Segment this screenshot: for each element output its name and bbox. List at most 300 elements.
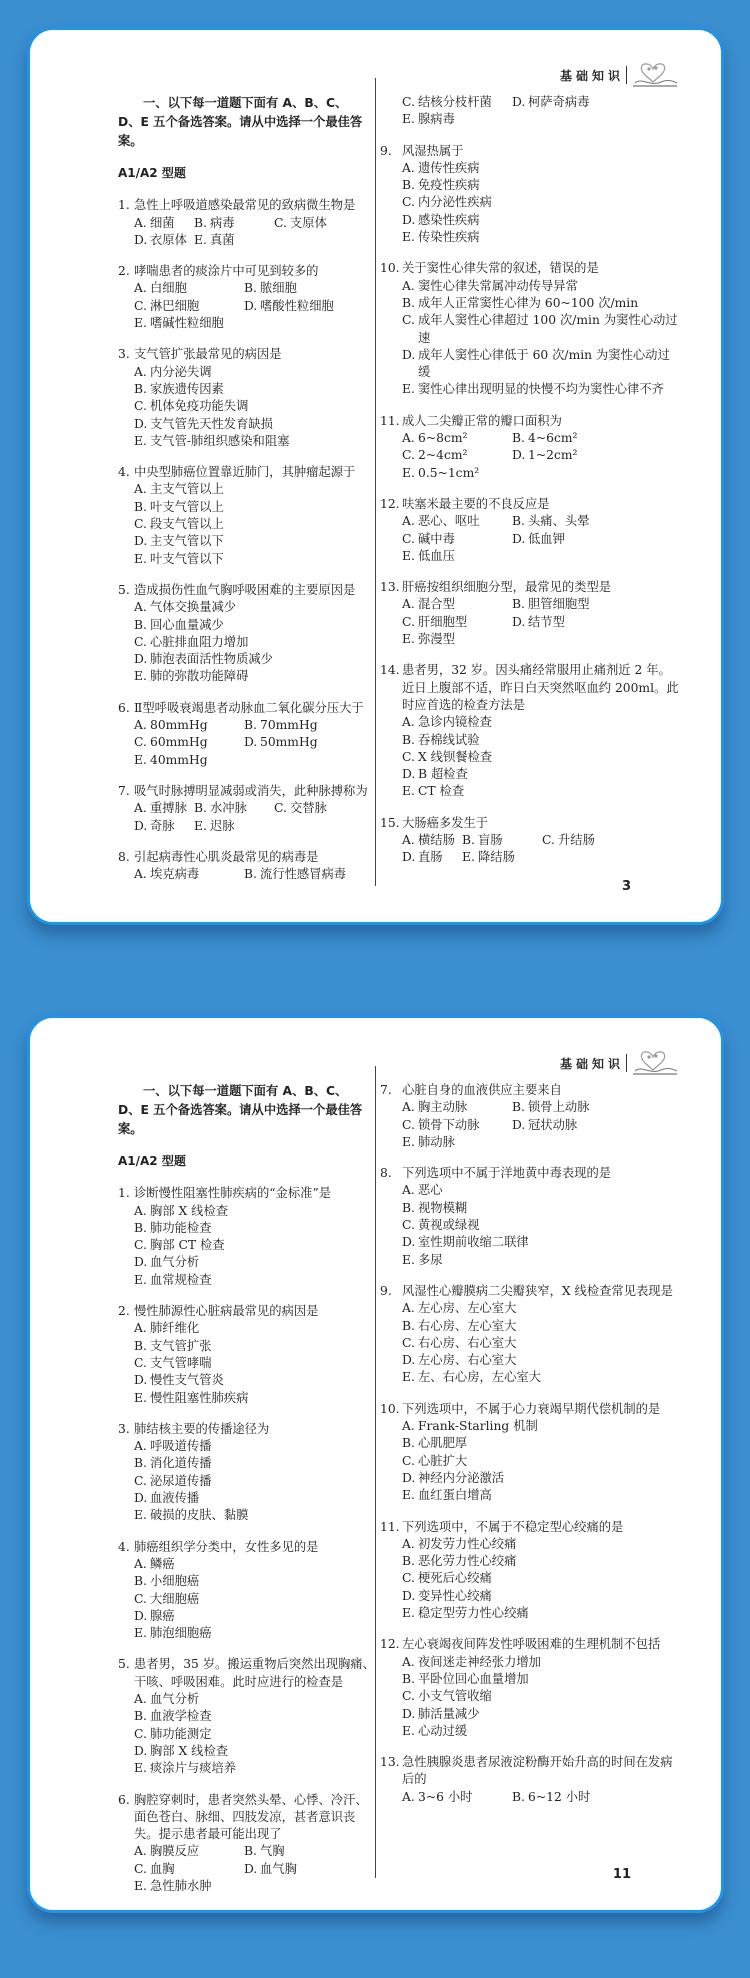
option-text: 胸部 X 线检查: [150, 1743, 229, 1758]
option-text: 4~6cm²: [528, 431, 578, 446]
question-item: [380, 496, 680, 565]
option-letter: B.: [134, 1709, 147, 1724]
answer-options: [380, 596, 680, 648]
option-letter: E.: [134, 1626, 147, 1641]
option-letter: D.: [402, 850, 416, 865]
option-letter: C.: [402, 749, 415, 764]
question-number: 15.: [380, 815, 400, 830]
answer-option: [402, 177, 680, 194]
left-column: [118, 94, 378, 897]
option-text: 恶心: [418, 1183, 443, 1198]
option-letter: C.: [402, 313, 415, 328]
option-letter: B.: [512, 514, 525, 529]
option-letter: D.: [134, 232, 148, 247]
option-text: 内分泌失调: [150, 364, 212, 379]
option-text: 回心血量减少: [150, 617, 224, 632]
question-stem: [118, 783, 378, 800]
answer-option: [402, 596, 512, 613]
answer-option: [402, 312, 680, 347]
option-text: 60mmHg: [150, 735, 208, 750]
option-letter: A.: [402, 715, 415, 730]
option-letter: A.: [134, 215, 147, 230]
question-item: [380, 662, 680, 800]
option-text: 叶支气管以上: [150, 499, 224, 514]
answer-option: [402, 194, 680, 211]
answer-option: [194, 215, 274, 232]
question-stem: [118, 1421, 378, 1438]
option-letter: E.: [402, 548, 415, 563]
answer-option: [244, 1843, 378, 1860]
question-item: [380, 94, 680, 129]
option-letter: C.: [134, 298, 147, 313]
running-head: [560, 1048, 679, 1078]
answer-option: [512, 1789, 680, 1806]
option-text: 盲肠: [478, 832, 503, 847]
option-letter: A.: [134, 1439, 147, 1454]
answer-option: [134, 215, 194, 232]
question-text: 引起病毒性心肌炎最常见的病毒是: [134, 849, 319, 864]
option-text: 主支气管以上: [150, 482, 224, 497]
question-item: [118, 783, 378, 835]
question-text: 风湿性心瓣膜病二尖瓣狭窄，X 线检查常见表现是: [402, 1283, 673, 1298]
option-text: 恶心、呕吐: [418, 514, 480, 529]
question-number: 13.: [380, 580, 400, 595]
option-text: 腺癌: [150, 1608, 175, 1623]
option-text: 初发劳力性心绞痛: [418, 1536, 517, 1551]
question-stem: [118, 263, 378, 280]
question-item: [380, 1754, 680, 1806]
option-text: 叶支气管以下: [150, 551, 224, 566]
option-text: 小细胞癌: [150, 1574, 200, 1589]
answer-option: [402, 714, 680, 731]
answer-option: [134, 1220, 378, 1237]
option-letter: C.: [402, 1689, 415, 1704]
option-letter: A.: [402, 160, 415, 175]
question-item: [380, 1401, 680, 1505]
question-number: 8.: [380, 1166, 392, 1181]
question-stem: [380, 496, 680, 513]
answer-option: [512, 531, 680, 548]
option-text: 支气管扩张: [150, 1338, 212, 1353]
option-text: 锁骨上动脉: [528, 1100, 590, 1115]
option-text: 胸主动脉: [418, 1100, 468, 1115]
option-text: 窦性心律失常属冲动传导异常: [418, 278, 578, 293]
option-text: 肺泡细胞癌: [150, 1626, 212, 1641]
option-text: 肺功能检查: [150, 1220, 212, 1235]
option-text: 气体交换量减少: [150, 600, 237, 615]
answer-option: [402, 1487, 680, 1504]
answer-option: [134, 1843, 244, 1860]
question-item: [118, 1185, 378, 1289]
question-item: [380, 413, 680, 482]
option-letter: D.: [512, 531, 526, 546]
answer-option: [134, 1203, 378, 1220]
option-text: 奇脉: [150, 818, 175, 833]
answer-option: [402, 1723, 680, 1740]
option-text: 50mmHg: [260, 735, 318, 750]
answer-option: [402, 1654, 680, 1671]
answer-option: [512, 94, 680, 111]
option-text: 夜间迷走神经张力增加: [418, 1654, 541, 1669]
answer-options: [380, 94, 680, 129]
question-number: 2.: [118, 264, 130, 279]
option-letter: B.: [402, 1671, 415, 1686]
answer-option: [512, 1117, 680, 1134]
answer-option: [134, 1556, 378, 1573]
option-text: 黄视或绿视: [418, 1218, 480, 1233]
option-letter: A.: [402, 431, 415, 446]
option-letter: E.: [402, 382, 415, 397]
question-text: 患者男，35 岁。搬运重物后突然出现胸痛、干咳、呼吸困难。此时应进行的检查是: [134, 1657, 375, 1689]
answer-option: [402, 531, 512, 548]
option-letter: B.: [402, 1318, 415, 1333]
answer-option: [134, 551, 378, 568]
option-text: 肺的弥散功能障碍: [150, 669, 249, 684]
option-text: 鳞癌: [150, 1556, 175, 1571]
option-text: 结核分枝杆菌: [418, 95, 492, 109]
answer-option: [134, 1691, 378, 1708]
option-text: 低血压: [418, 548, 455, 563]
question-text: 中央型肺癌位置靠近肺门，其肿瘤起源于: [134, 465, 356, 480]
option-text: 左心房、右心室大: [418, 1353, 517, 1368]
answer-option: [134, 1726, 378, 1743]
answer-option: [134, 433, 378, 450]
option-text: 胸膜反应: [150, 1844, 200, 1859]
answer-options: [118, 1203, 378, 1289]
question-stem: [118, 346, 378, 363]
question-text: 诊断慢性阻塞性肺疾病的“金标准”是: [134, 1186, 332, 1201]
option-letter: A.: [134, 718, 147, 733]
option-letter: C.: [134, 1726, 147, 1741]
book-page-11: [27, 1015, 724, 1913]
option-text: 窦性心律出现明显的快慢不均为窦性心律不齐: [418, 382, 664, 397]
answer-options: [118, 1691, 378, 1777]
option-letter: D.: [134, 534, 148, 549]
option-text: 2~4cm²: [418, 448, 468, 463]
answer-option: [134, 617, 378, 634]
option-letter: B.: [512, 1789, 525, 1804]
answer-option: [402, 749, 680, 766]
answer-options: [380, 160, 680, 246]
option-text: 心肌肥厚: [418, 1436, 468, 1451]
option-letter: B.: [244, 281, 257, 296]
option-text: 恶化劳力性心绞痛: [418, 1554, 517, 1569]
option-text: 泌尿道传播: [150, 1473, 212, 1488]
option-text: 腺病毒: [418, 112, 455, 127]
option-letter: D.: [134, 652, 148, 667]
option-text: 交替脉: [290, 801, 327, 816]
option-letter: C.: [402, 614, 415, 629]
question-item: [380, 1636, 680, 1740]
answer-option: [134, 1355, 378, 1372]
option-letter: E.: [194, 818, 207, 833]
answer-option: [402, 1435, 680, 1452]
option-text: 消化道传播: [150, 1456, 212, 1471]
answer-options: [118, 866, 378, 883]
answer-option: [244, 280, 378, 297]
answer-option: [402, 212, 680, 229]
question-item: [380, 579, 680, 648]
option-letter: A.: [134, 600, 147, 615]
option-text: CT 检查: [418, 784, 465, 799]
option-letter: E.: [134, 1390, 147, 1405]
option-text: 慢性阻塞性肺疾病: [150, 1390, 249, 1405]
option-text: 肺活量减少: [418, 1706, 480, 1721]
left-column: [118, 1082, 378, 1909]
option-letter: B.: [402, 1200, 415, 1215]
option-text: 血气分析: [150, 1255, 200, 1270]
answer-options: [380, 1789, 680, 1806]
answer-option: [134, 1473, 378, 1490]
option-text: 胆管细胞型: [528, 597, 590, 612]
option-letter: E.: [402, 1252, 415, 1267]
question-stem: [118, 582, 378, 599]
answer-options: [118, 599, 378, 685]
answer-options: [380, 1182, 680, 1268]
answer-option: [134, 1861, 244, 1878]
answer-option: [402, 278, 680, 295]
answer-option: [194, 800, 274, 817]
option-letter: A.: [134, 1692, 147, 1707]
option-letter: E.: [402, 1370, 415, 1385]
answer-options: [380, 513, 680, 565]
option-letter: B.: [134, 499, 147, 514]
question-number: 9.: [380, 1283, 392, 1298]
page-number: 11: [612, 1867, 631, 1882]
option-letter: D.: [244, 298, 258, 313]
answer-option: [134, 1237, 378, 1254]
answer-option: [402, 1099, 512, 1116]
option-letter: D.: [402, 347, 416, 362]
option-letter: E.: [402, 632, 415, 647]
answer-option: [134, 1438, 378, 1455]
answer-options: [118, 364, 378, 450]
option-text: 急性肺水肿: [150, 1878, 212, 1893]
question-item: [118, 197, 378, 249]
answer-option: [402, 1570, 680, 1587]
option-text: 3~6 小时: [418, 1789, 473, 1804]
option-text: 1~2cm²: [528, 448, 578, 463]
option-text: 家族遗传因素: [150, 381, 224, 396]
question-text: 肝癌按组织细胞分型，最常见的类型是: [402, 580, 612, 595]
option-letter: C.: [402, 1453, 415, 1468]
option-letter: B.: [134, 381, 147, 396]
answer-option: [244, 734, 378, 751]
option-letter: A.: [134, 482, 147, 497]
option-text: 段支气管以上: [150, 517, 224, 532]
question-item: [380, 1165, 680, 1269]
option-text: 大细胞癌: [150, 1591, 200, 1606]
option-text: 支气管-肺组织感染和阻塞: [150, 433, 290, 448]
option-text: 锁骨下动脉: [418, 1117, 480, 1132]
answer-option: [402, 832, 462, 849]
option-letter: C.: [274, 215, 287, 230]
option-letter: B.: [512, 431, 525, 446]
option-letter: B.: [134, 1574, 147, 1589]
question-text: 急性胰腺炎患者尿液淀粉酶开始升高的时间在发病后的: [402, 1755, 673, 1787]
option-text: 细菌: [150, 215, 175, 230]
answer-option: [512, 447, 680, 464]
question-item: [118, 1656, 378, 1777]
answer-option: [134, 1625, 378, 1642]
answer-option: [402, 1418, 680, 1435]
option-text: 血胸: [150, 1861, 175, 1876]
running-head-divider: [626, 1054, 627, 1072]
option-text: 血常规检查: [150, 1272, 212, 1287]
answer-option: [402, 94, 512, 111]
option-text: 病毒: [210, 215, 235, 230]
answer-option: [194, 818, 274, 835]
answer-option: [134, 1320, 378, 1337]
answer-options: [118, 1320, 378, 1406]
option-text: 直肠: [418, 850, 443, 865]
option-text: 多尿: [418, 1252, 443, 1267]
answer-option: [402, 1200, 680, 1217]
option-letter: E.: [134, 433, 147, 448]
question-item: [380, 1283, 680, 1387]
option-text: 6~8cm²: [418, 431, 468, 446]
option-text: 感染性疾病: [418, 212, 480, 227]
answer-option: [134, 1591, 378, 1608]
option-letter: D.: [134, 416, 148, 431]
option-letter: D.: [402, 1470, 416, 1485]
answer-option: [134, 1490, 378, 1507]
answer-options: [118, 1556, 378, 1642]
question-text: 心脏自身的血液供应主要来自: [402, 1083, 562, 1097]
option-text: 70mmHg: [260, 718, 318, 733]
option-text: 水冲脉: [210, 801, 247, 816]
answer-option: [134, 398, 378, 415]
question-text: 左心衰竭夜间阵发性呼吸困难的生理机制不包括: [402, 1637, 661, 1652]
question-item: [118, 849, 378, 884]
option-letter: C.: [542, 832, 555, 847]
question-stem: [380, 662, 680, 714]
answer-options: [118, 280, 378, 332]
option-letter: E.: [402, 1723, 415, 1738]
option-text: 成年人正常窦性心律为 60~100 次/min: [418, 295, 639, 310]
option-letter: B.: [244, 867, 257, 882]
option-text: 衣原体: [150, 232, 187, 247]
option-text: 结节型: [528, 614, 565, 629]
question-number: 4.: [118, 1539, 130, 1554]
section-title: A1/A2 型题: [118, 166, 186, 180]
option-text: 0.5~1cm²: [418, 465, 480, 480]
answer-option: [402, 1453, 680, 1470]
question-number: 6.: [118, 700, 130, 715]
question-text: 哮喘患者的痰涂片中可见到较多的: [134, 264, 319, 279]
answer-option: [134, 634, 378, 651]
option-letter: A.: [402, 1100, 415, 1115]
option-text: 血红蛋白增高: [418, 1488, 492, 1503]
answer-option: [402, 631, 512, 648]
answer-options: [380, 430, 680, 482]
option-text: 传染性疾病: [418, 230, 480, 245]
question-text: 呋塞米最主要的不良反应是: [402, 496, 550, 511]
option-letter: D.: [402, 767, 416, 782]
answer-option: [402, 1605, 680, 1622]
option-text: 神经内分泌激活: [418, 1470, 505, 1485]
option-letter: A.: [402, 1789, 415, 1804]
question-stem: [380, 1519, 680, 1536]
option-letter: B.: [194, 215, 207, 230]
answer-option: [402, 1706, 680, 1723]
option-letter: A.: [134, 1203, 147, 1218]
option-text: 破损的皮肤、黏膜: [150, 1508, 249, 1523]
question-text: 支气管扩张最常见的病因是: [134, 347, 282, 362]
question-number: 3.: [118, 347, 130, 362]
option-text: 支气管先天性发育缺损: [150, 416, 273, 431]
question-number: 11.: [380, 1519, 400, 1534]
option-letter: D.: [512, 614, 526, 629]
option-text: 变异性心绞痛: [418, 1588, 492, 1603]
answer-option: [134, 1390, 378, 1407]
question-item: [380, 815, 680, 867]
question-text: 成人二尖瓣正常的瓣口面积为: [402, 413, 562, 428]
instruction-heading: 一、以下每一道题下面有 A、B、C、D、E 五个备选答案。请从中选择一个最佳答案。: [118, 1084, 363, 1136]
option-letter: E.: [134, 1272, 147, 1287]
option-letter: D.: [512, 1117, 526, 1132]
answer-option: [134, 298, 244, 315]
answer-option: [134, 1743, 378, 1760]
question-number: 9.: [380, 143, 392, 158]
answer-option: [402, 732, 680, 749]
answer-option: [134, 315, 244, 332]
answer-option: [134, 1372, 378, 1389]
option-letter: C.: [134, 1591, 147, 1606]
answer-options: [380, 832, 680, 867]
option-text: 血液学检查: [150, 1709, 212, 1724]
question-stem: [380, 1082, 680, 1099]
question-text: Ⅱ型呼吸衰竭患者动脉血二氧化碳分压大于: [134, 700, 364, 715]
answer-option: [244, 866, 378, 883]
option-text: 稳定型劳力性心绞痛: [418, 1606, 529, 1621]
option-letter: B.: [402, 1436, 415, 1451]
option-text: 胸部 CT 检查: [150, 1238, 225, 1253]
option-letter: C.: [402, 531, 415, 546]
answer-option: [402, 111, 512, 128]
option-letter: B.: [134, 617, 147, 632]
option-text: Frank-Starling 机制: [418, 1419, 538, 1434]
answer-option: [402, 381, 680, 398]
option-text: 血液传播: [150, 1491, 200, 1506]
answer-option: [542, 832, 680, 849]
question-text: 肺结核主要的传播途径为: [134, 1421, 270, 1436]
option-text: 血气胸: [260, 1861, 297, 1876]
option-letter: E.: [134, 316, 147, 331]
question-text: 造成损伤性血气胸呼吸困难的主要原因是: [134, 582, 356, 597]
question-text: 肺癌组织学分类中，女性多见的是: [134, 1539, 319, 1554]
option-text: 白细胞: [150, 281, 187, 296]
answer-options: [118, 481, 378, 567]
option-letter: E.: [134, 551, 147, 566]
option-letter: A.: [402, 1536, 415, 1551]
question-number: 14.: [380, 663, 400, 678]
option-text: 肝细胞型: [418, 614, 468, 629]
answer-option: [402, 1470, 680, 1487]
answer-option: [402, 1134, 512, 1151]
answer-option: [402, 548, 512, 565]
question-item: [118, 263, 378, 332]
option-text: 支气管哮喘: [150, 1355, 212, 1370]
answer-option: [402, 447, 512, 464]
answer-option: [244, 717, 378, 734]
option-letter: C.: [134, 517, 147, 532]
answer-option: [402, 1688, 680, 1705]
option-letter: C.: [402, 1335, 415, 1350]
option-letter: A.: [134, 1321, 147, 1336]
option-text: 急诊内镜检查: [418, 715, 492, 730]
option-letter: E.: [402, 465, 415, 480]
